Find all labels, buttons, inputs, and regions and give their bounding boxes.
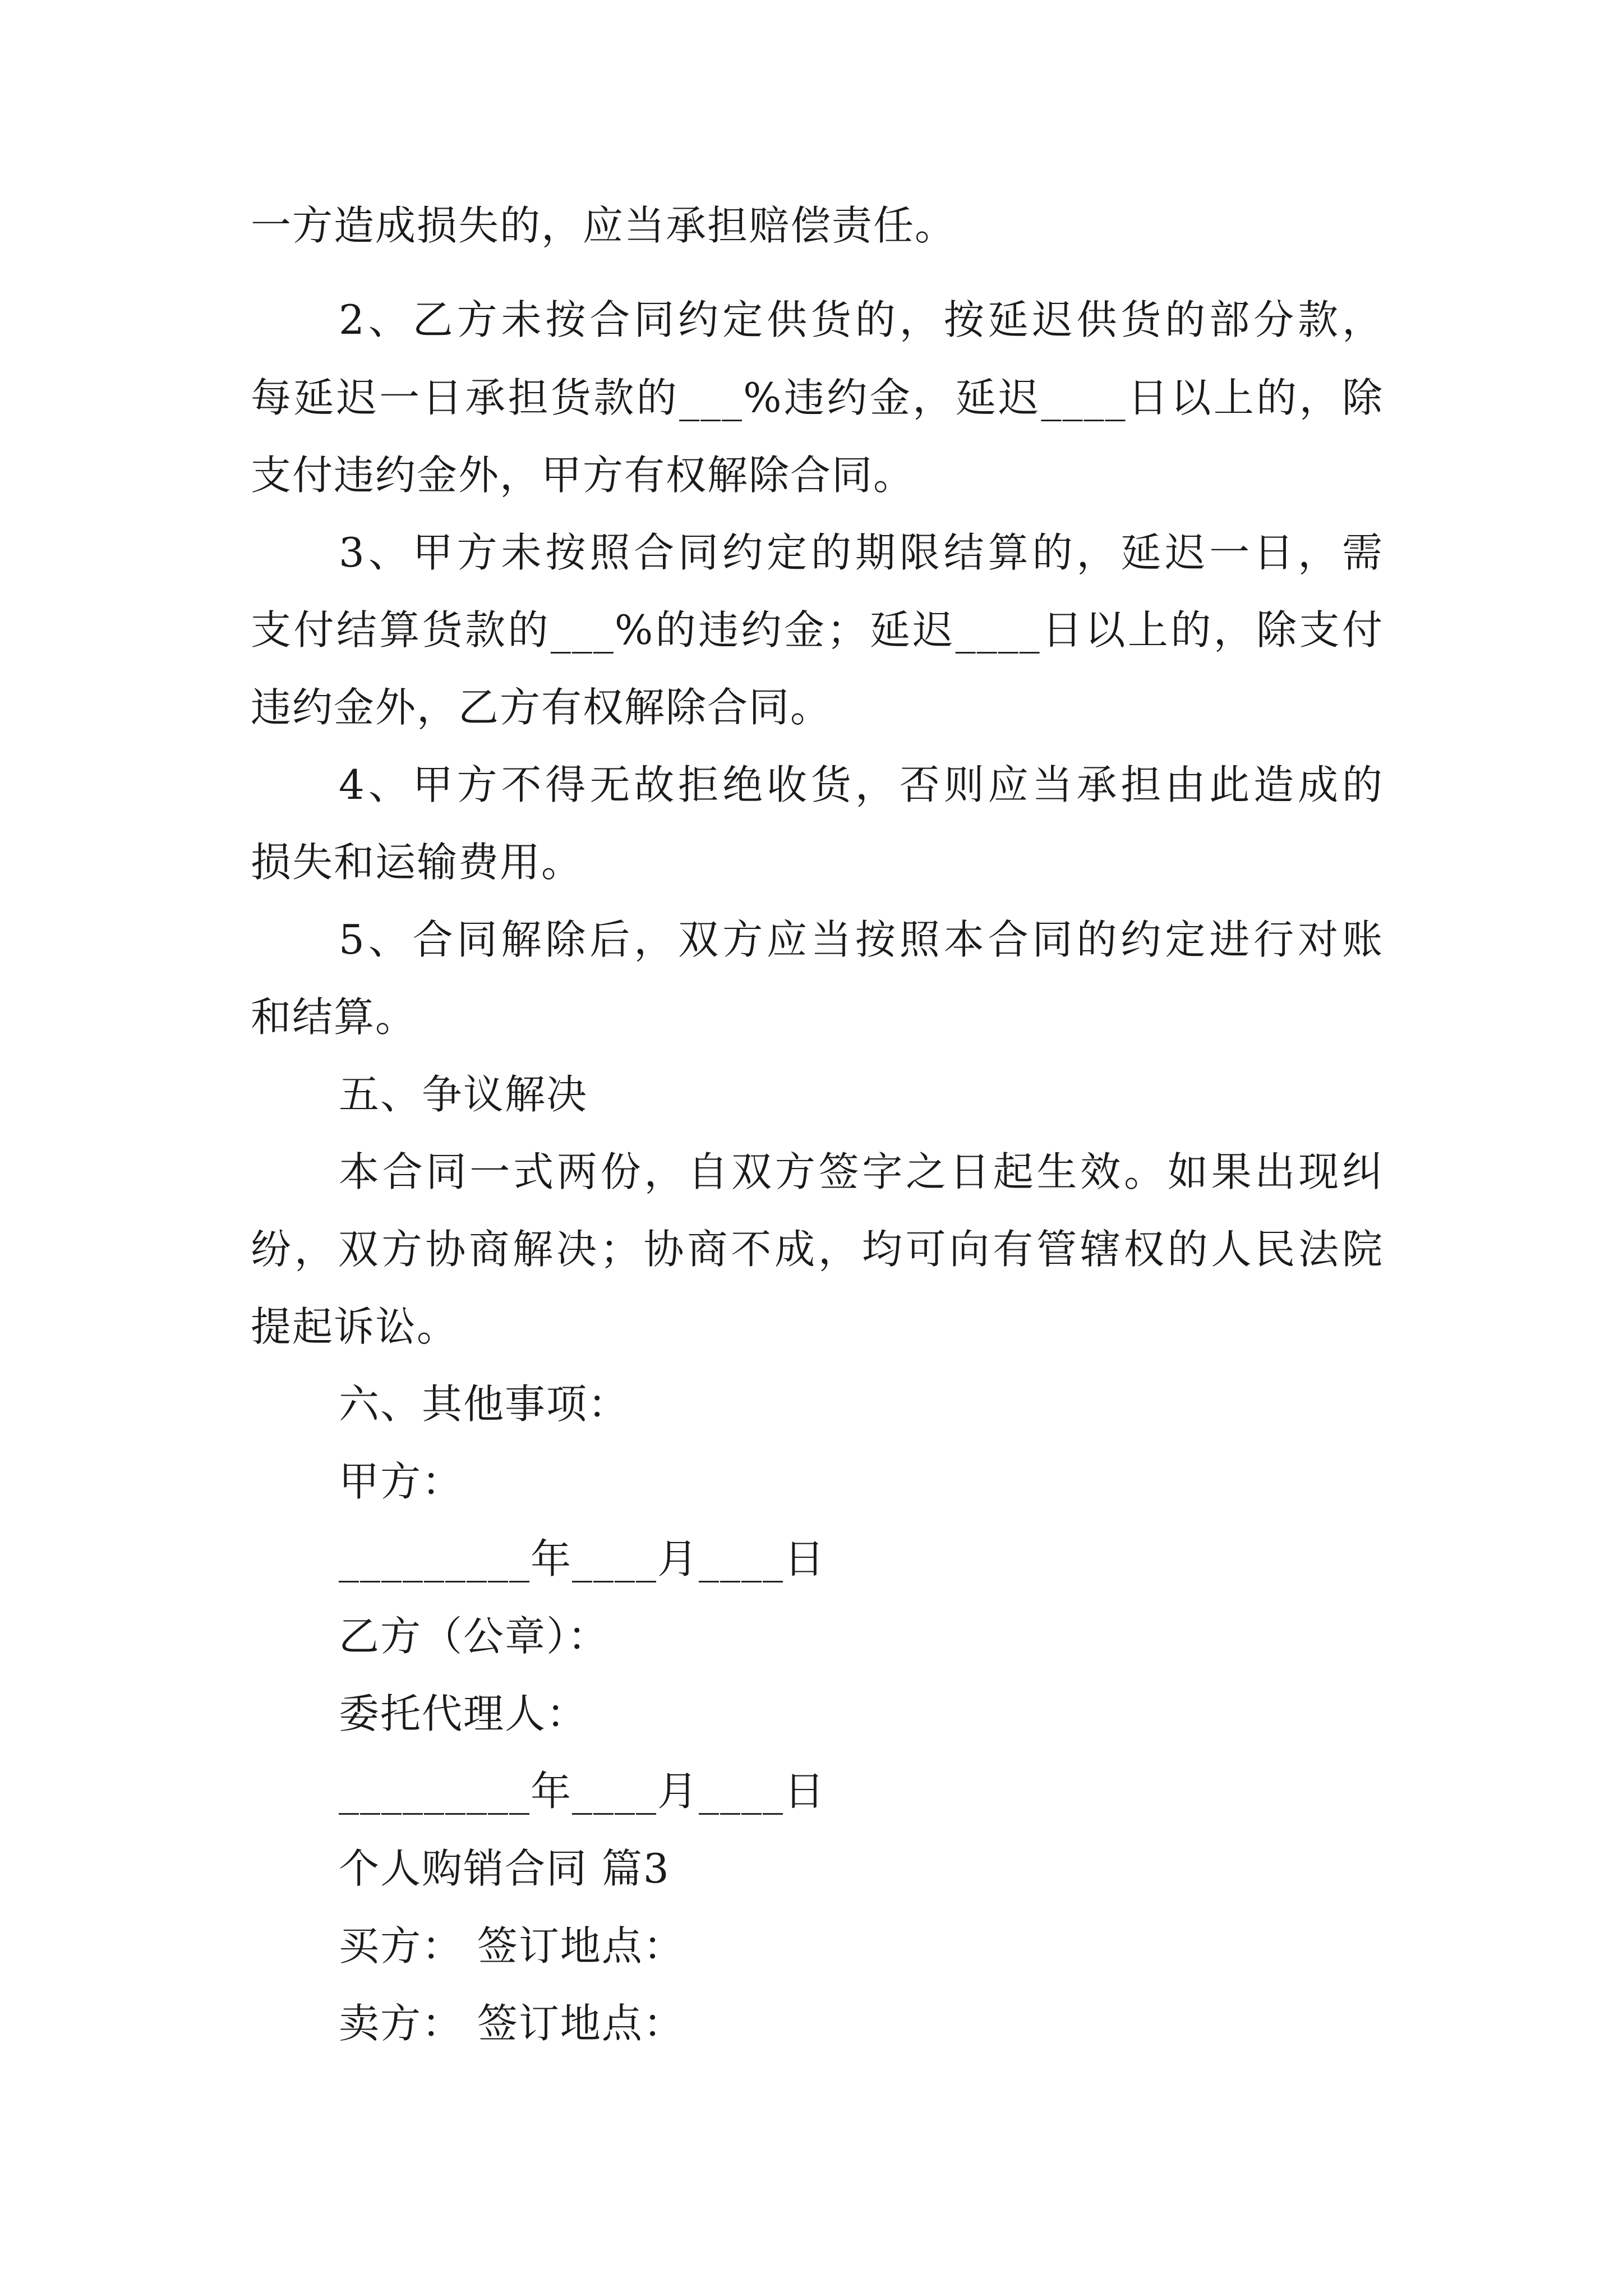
date-line-a: _________年____月____日 [339,1535,826,1582]
date-line-b: _________年____月____日 [339,1768,826,1815]
section-heading-dispute: 五、争议解决 [339,1071,588,1118]
dispute-line-3: 提起诉讼。 [251,1303,459,1350]
section-heading-other: 六、其他事项： [339,1381,630,1428]
clause-4-line-2: 损失和运输费用。 [251,839,583,886]
party-a-label: 甲方： [339,1458,464,1505]
clause-2-line-2: 每延迟一日承担货款的___%违约金，延迟____日以上的，除 [251,374,1384,421]
clause-5-line-2: 和结算。 [251,993,417,1041]
clause-5-line-1: 5、合同解除后，双方应当按照本合同的约定进行对账 [339,916,1384,963]
paragraph-line: 一方造成损失的，应当承担赔偿责任。 [251,202,957,249]
clause-4-line-1: 4、甲方不得无故拒绝收货，否则应当承担由此造成的 [339,761,1384,808]
clause-3-line-3: 违约金外，乙方有权解除合同。 [251,684,832,731]
dispute-line-1: 本合同一式两份，自双方签字之日起生效。如果出现纠 [339,1148,1384,1195]
contract-title: 个人购销合同 篇3 [339,1845,670,1892]
clause-3-line-1: 3、甲方未按照合同约定的期限结算的，延迟一日，需 [339,529,1384,576]
party-b-seal-label: 乙方（公章）： [339,1613,610,1660]
seller-line: 卖方： 签订地点： [339,2000,685,2047]
dispute-line-2: 纷，双方协商解决；协商不成，均可向有管辖权的人民法院 [251,1226,1384,1273]
clause-2-line-1: 2、乙方未按合同约定供货的，按延迟供货的部分款， [339,296,1384,343]
clause-3-line-2: 支付结算货款的___%的违约金；延迟____日以上的，除支付 [251,606,1384,654]
clause-2-line-3: 支付违约金外，甲方有权解除合同。 [251,452,915,499]
agent-label: 委托代理人： [339,1690,588,1737]
buyer-line: 买方： 签订地点： [339,1922,685,1970]
